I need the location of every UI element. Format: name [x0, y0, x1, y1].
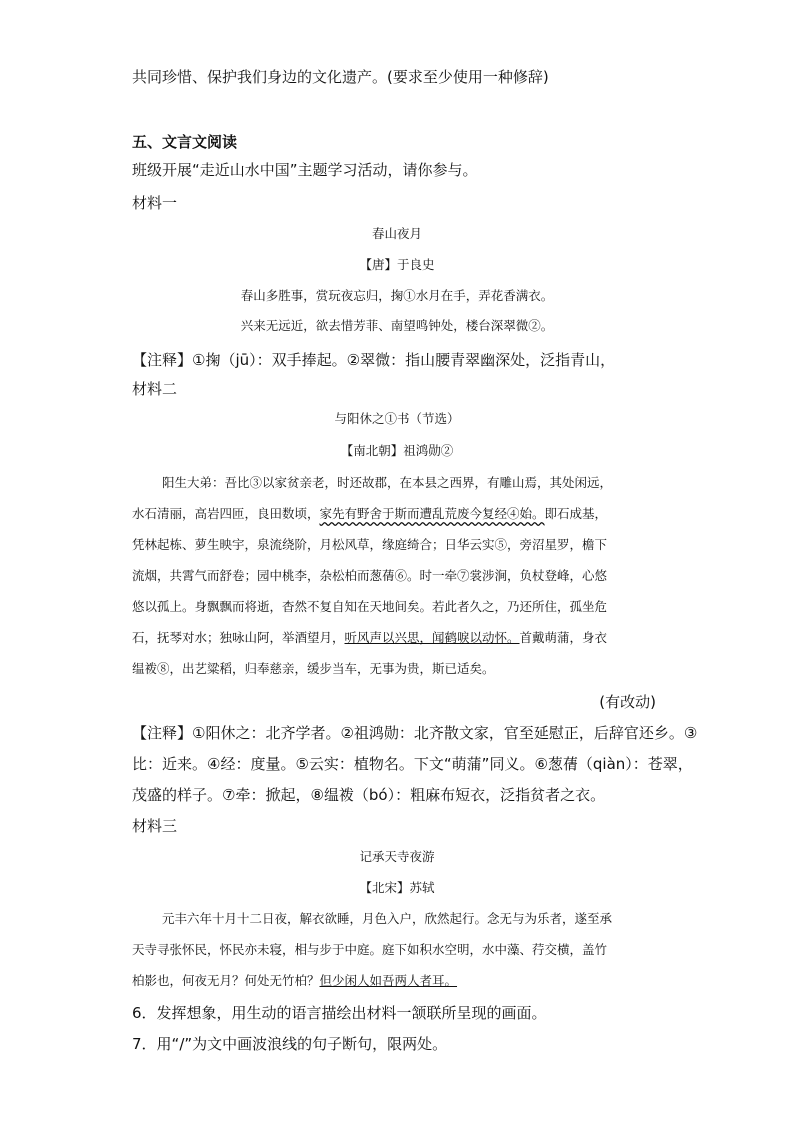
material-2-label: 材料二	[132, 380, 178, 398]
material-2-note-2: 比：近来。④经：度量。⑤云实：植物名。下文“萌蒲”同义。⑥葱蒨（qiàn）：苍翠，	[132, 755, 693, 773]
section-title: 五、文言文阅读	[132, 133, 238, 151]
poem-line-2: 兴来无远近，欲去惜芳菲、南望鸣钟处，楼台深翠微②。	[240, 318, 554, 333]
material-1-title: 春山夜月	[371, 226, 422, 241]
m3-line3-text-a: 柏影也，何夜无月？何处无竹柏？	[132, 973, 320, 988]
material-3-author: 【北宋】苏轼	[359, 880, 435, 895]
material-2-note-3: 茂盛的样子。⑦牵：掀起，⑧缊袯（bó）：粗麻布短衣，泛指贫者之衣。	[132, 786, 606, 804]
m3-para-line-1: 元丰六年十月十二日夜，解衣欲睡，月色入户，欣然起行。念无与为乐者，遂至承	[162, 911, 613, 926]
m3-underlined-sentence: 但少闲人如吾两人者耳。	[319, 973, 458, 988]
question-6: 6．发挥想象，用生动的语言描绘出材料一颔联所呈现的画面。	[132, 1004, 547, 1022]
m2-wavy-sentence: 家先有野舍于斯而遭乱荒废今复经④始。	[319, 506, 545, 521]
material-2-note-1: 【注释】①阳休之：北齐学者。②祖鸿勋：北齐散文家，官至延慰正，后辞官还乡。③	[132, 724, 698, 742]
m3-para-line-3	[132, 972, 662, 990]
m2-para-line-5: 悠以孤上。身飘飘而将逝，杳然不复自知在天地间矣。若此者久之，乃还所住，孤坐危	[132, 599, 608, 614]
m2-para-line-4: 流烟，共霄气而舒卷；园中桃李，杂松柏而葱蒨⑥。时一牵⑦裳涉涧，负杖登峰，心悠	[132, 568, 608, 583]
m2-line6-text-a: 石，抚琴对水；独咏山阿，举酒望月，	[132, 630, 345, 645]
m2-para-line-3: 凭林起栋、萝生映宇，泉流绕阶，月松风草，缘庭绮合；日华云实⑤，旁沼星罗，檐下	[132, 537, 608, 552]
m2-para-line-7: 缊袯⑧，出艺粱稻，归奉慈亲，缓步当车，无事为贵，斯已适矣。	[132, 661, 495, 676]
material-1-author: 【唐】于良史	[359, 257, 435, 272]
m3-para-line-2: 天寺寻张怀民，怀民亦未寝，相与步于中庭。庭下如积水空明，水中藻、荇交横，盖竹	[132, 942, 608, 957]
question-7: 7．用“/”为文中画波浪线的句子断句，限两处。	[132, 1035, 448, 1053]
m2-para-line-2	[132, 505, 662, 523]
top-line: 共同珍惜、保护我们身边的文化遗产。(要求至少使用一种修辞)	[132, 68, 549, 86]
material-2-author: 【南北朝】祖鸿勋②	[340, 443, 454, 458]
material-1-note: 【注释】①掬（jū）：双手捧起。②翠微：指山腰青翠幽深处，泛指青山，	[132, 351, 616, 369]
material-1-label: 材料一	[132, 194, 178, 212]
revised-mark: (有改动)	[599, 693, 656, 711]
poem-line-1: 春山多胜事，赏玩夜忘归，掬①水月在手，弄花香满衣。	[240, 288, 554, 303]
m2-underlined-sentence: 听风声以兴思，闻鹤唳以动怀。	[344, 630, 520, 645]
m2-line2-text-a: 水石清丽，高岩四匝，良田数顷，	[132, 506, 320, 521]
m2-para-line-1: 阳生大弟：吾比③以家贫亲老，时还故郡，在本县之西界，有雕山焉，其处闲远，	[162, 475, 613, 490]
material-3-title: 记承天寺夜游	[359, 849, 435, 864]
m2-line2-text-c: 即石成基，	[544, 506, 608, 521]
intro-text: 班级开展“走近山水中国”主题学习活动，请你参与。	[132, 161, 478, 179]
material-3-label: 材料三	[132, 817, 178, 835]
m2-line6-text-c: 首戴萌蒲，身衣	[519, 630, 608, 645]
material-2-title: 与阳休之①书（节选）	[334, 411, 460, 426]
m2-para-line-6	[132, 629, 662, 647]
